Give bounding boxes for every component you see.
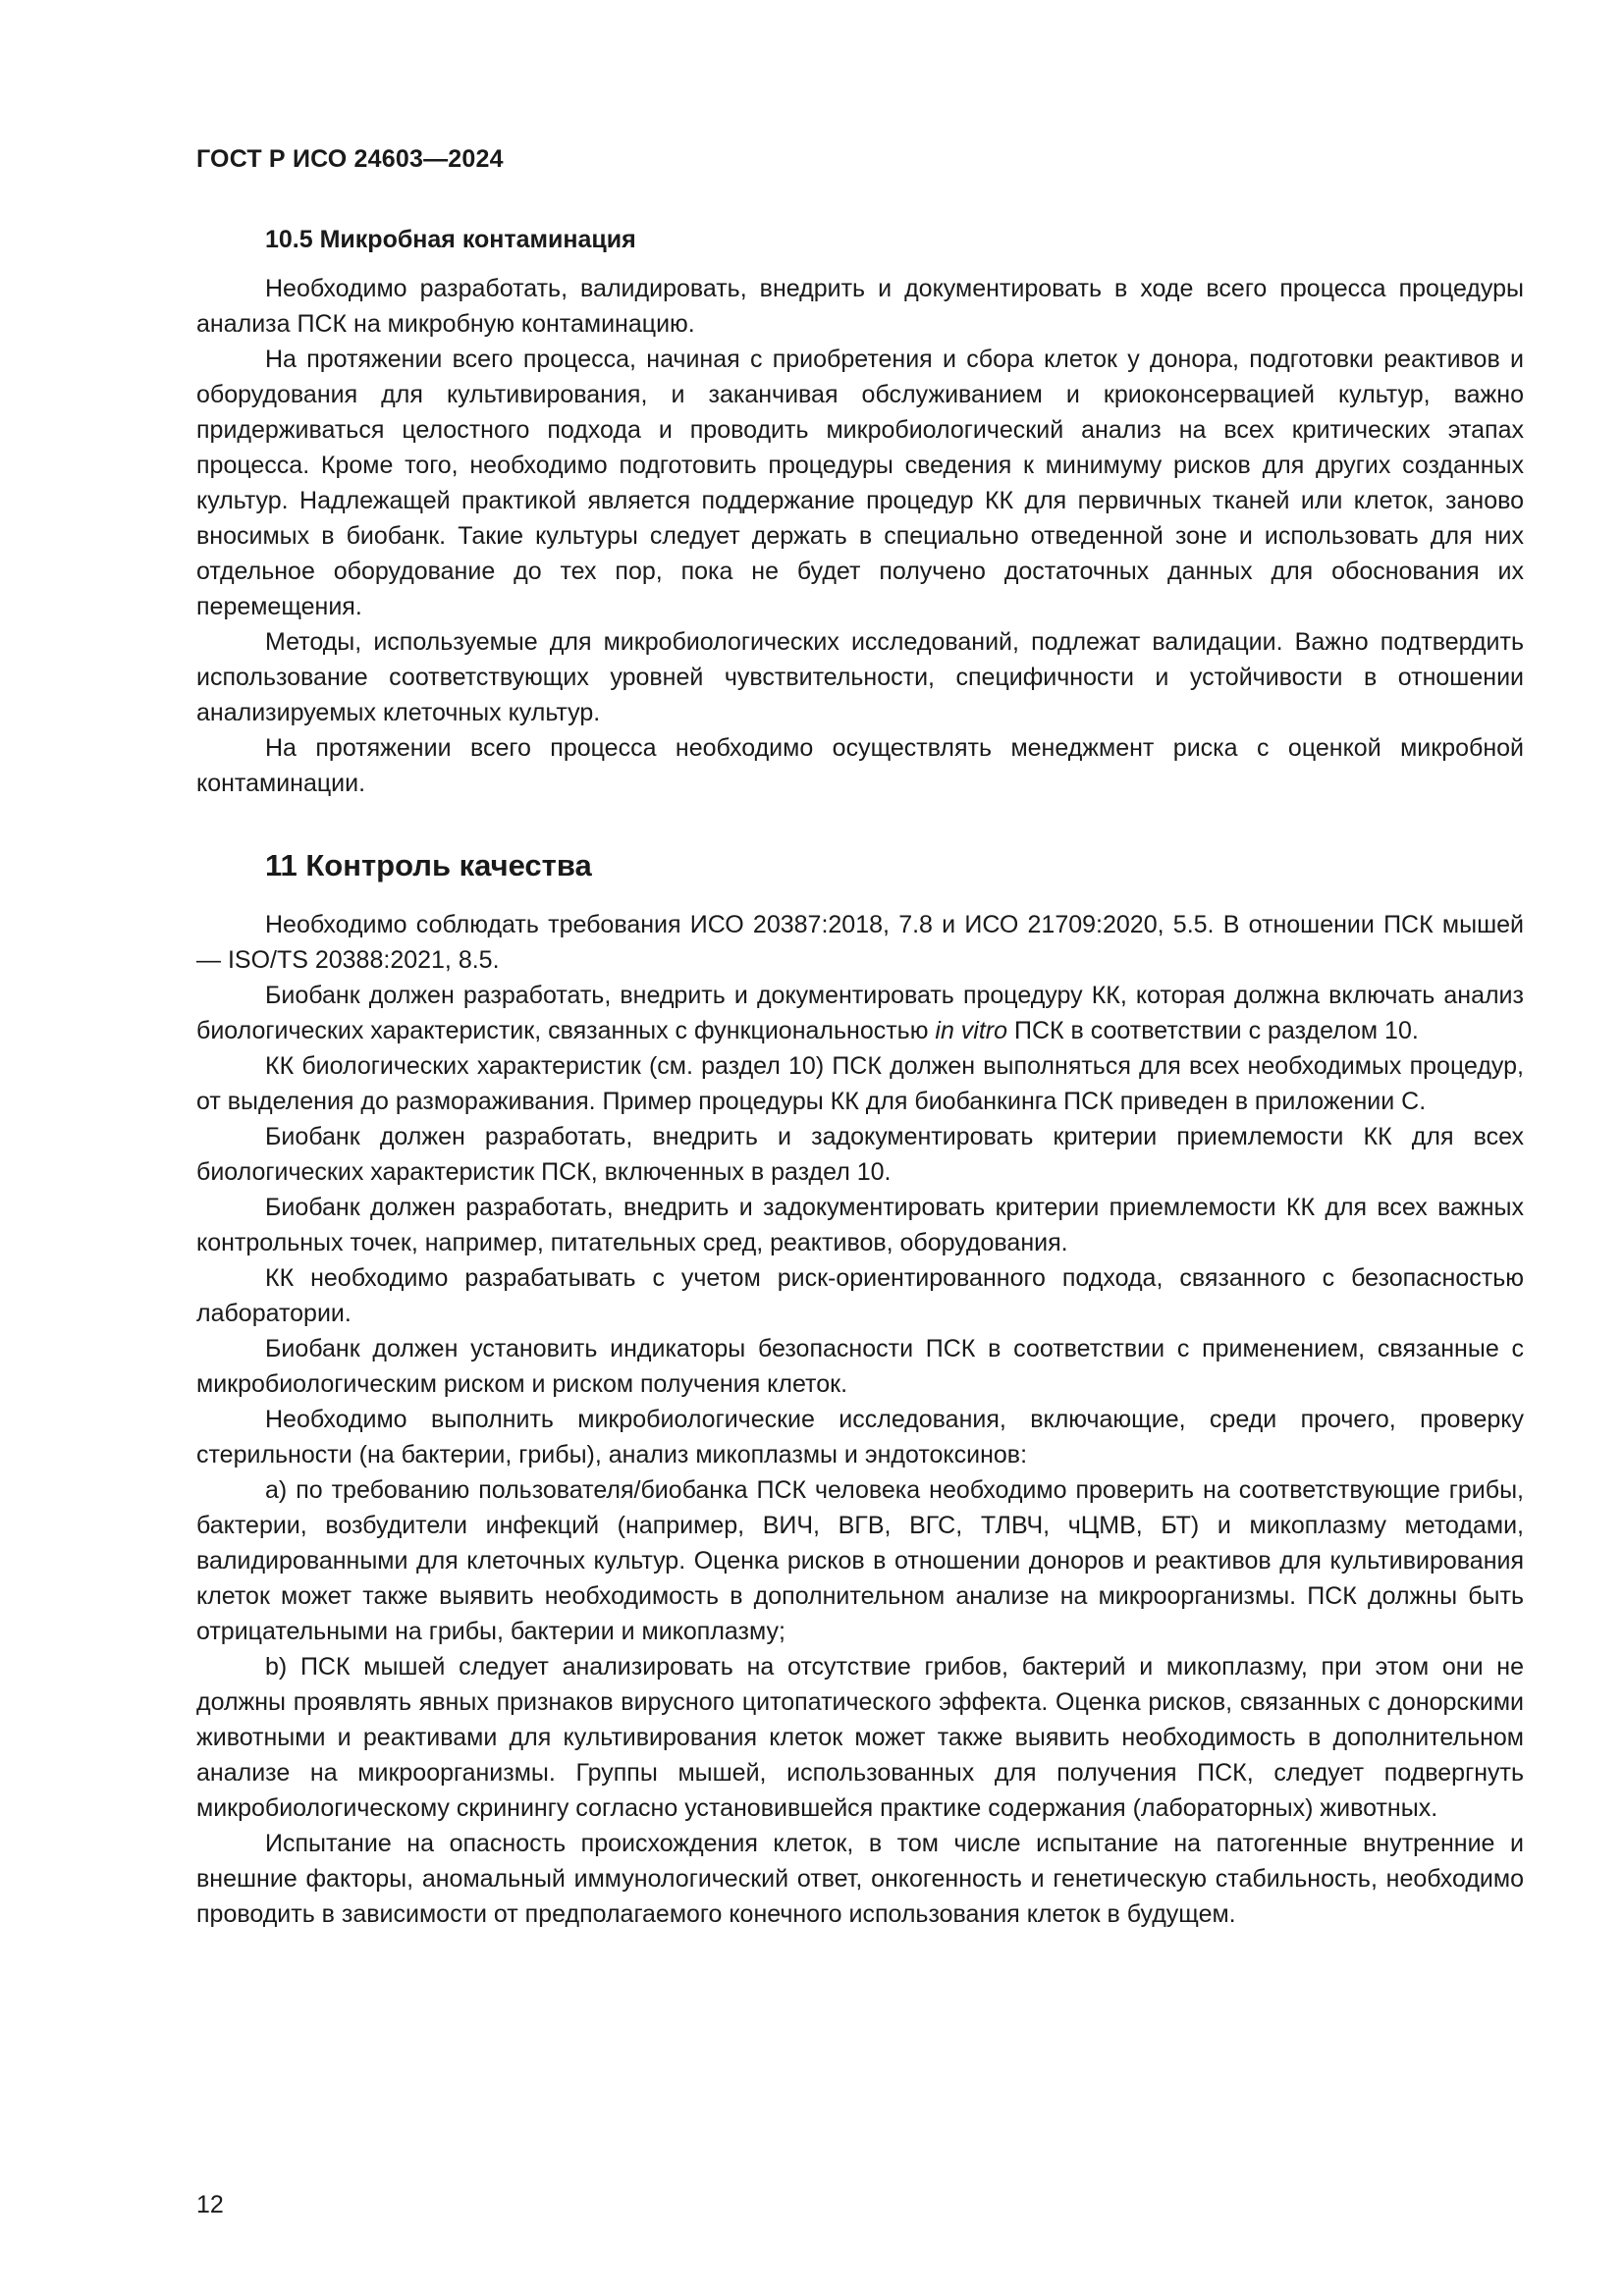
paragraph: Необходимо выполнить микробиологические исследования, включающие, среди прочего, проверку стерильности (на бактерии, грибы), анализ микоплазмы и эндотоксинов: (196, 1406, 1524, 1468)
paragraph: КК биологических характеристик (см. раздел 10) ПСК должен выполняться для всех необходимых процедур, от выделения до размораживания. Пример процедуры КК для биобанкинга ПСК приведен в приложении С. (196, 1052, 1524, 1115)
paragraph: Методы, используемые для микробиологических исследований, подлежат валидации. Важно подтвердить использование соответствующих уровней чувствительности, специфичности и устойчивости в отношении анализируемых клеточных культур. (196, 628, 1524, 726)
page-number: 12 (196, 2191, 224, 2218)
paragraph: Необходимо разработать, валидировать, внедрить и документировать в ходе всего процесса процедуры анализа ПСК на микробную контаминацию. (196, 275, 1524, 338)
paragraph: Необходимо соблюдать требования ИСО 20387:2018, 7.8 и ИСО 21709:2020, 5.5. В отношении ПСК мышей — ISO/TS 20388:2021, 8.5. (196, 911, 1524, 974)
paragraph: Биобанк должен разработать, внедрить и задокументировать критерии приемлемости КК для всех биологических характеристик ПСК, включенных в раздел 10. (196, 1123, 1524, 1186)
subsection-title-10-5: 10.5 Микробная контаминация (265, 226, 636, 253)
document-body (196, 222, 1524, 1932)
paragraph: На протяжении всего процесса, начиная с приобретения и сбора клеток у донора, подготовки реактивов и оборудования для культивирования, и заканчивая обслуживанием и криоконсервацией культур, важно придерживаться целостного подхода и проводить микробиологический анализ на всех критических этапах процесса. Кроме того, необходимо подготовить процедуры сведения к минимуму рисков для других созданных культур. Надлежащей практикой является поддержание процедур КК для первичных тканей или клеток, заново вносимых в биобанк. Такие культуры следует держать в специально отведенной зоне и использовать для них отдельное оборудование до тех пор, пока не будет получено достаточных данных для обоснования их перемещения. (196, 346, 1524, 620)
paragraph: Биобанк должен установить индикаторы безопасности ПСК в соответствии с применением, связанные с микробиологическим риском и риском получения клеток. (196, 1335, 1524, 1398)
list-item-a: а) по требованию пользователя/биобанка ПСК человека необходимо проверить на соответствующие грибы, бактерии, возбудители инфекций (например, ВИЧ, ВГВ, ВГС, ТЛВЧ, чЦМВ, БТ) и микоплазму методами, валидированными для клеточных культур. Оценка рисков в отношении доноров и реактивов для культивирования клеток может также выявить необходимость в дополнительном анализе на микроорганизмы. ПСК должны быть отрицательными на грибы, бактерии и микоплазму; (196, 1476, 1524, 1645)
text-run: ПСК в соответствии с разделом 10. (1007, 1017, 1419, 1044)
paragraph: КК необходимо разрабатывать с учетом риск-ориентированного подхода, связанного с безопасностью лаборатории. (196, 1264, 1524, 1327)
paragraph: Испытание на опасность происхождения клеток, в том числе испытание на патогенные внутренние и внешние факторы, аномальный иммунологический ответ, онкогенность и генетическую стабильность, необходимо проводить в зависимости от предполагаемого конечного использования клеток в будущем. (196, 1830, 1524, 1928)
document-page (196, 0, 1524, 2296)
list-item-b: b) ПСК мышей следует анализировать на отсутствие грибов, бактерий и микоплазму, при этом они не должны проявлять явных признаков вирусного цитопатического эффекта. Оценка рисков, связанных с донорскими животными и реактивами для культивирования клеток может также выявить необходимость в дополнительном анализе на микроорганизмы. Группы мышей, использованных для получения ПСК, следует подвергнуть микробиологическому скринингу согласно установившейся практике содержания (лабораторных) животных. (196, 1653, 1524, 1822)
document-header: ГОСТ Р ИСО 24603—2024 (196, 145, 504, 173)
paragraph: Биобанк должен разработать, внедрить и задокументировать критерии приемлемости КК для всех важных контрольных точек, например, питательных сред, реактивов, оборудования. (196, 1194, 1524, 1256)
paragraph: На протяжении всего процесса необходимо осуществлять менеджмент риска с оценкой микробной контаминации. (196, 734, 1524, 797)
section-title-11: 11 Контроль качества (265, 848, 592, 882)
text-run: Биобанк должен разработать, внедрить и документировать процедуру КК, которая должна включать анализ биологических характеристик, связанных с функциональностью (196, 982, 1524, 1044)
paragraph-with-italic (196, 978, 1524, 1048)
italic-term: in vitro (935, 1017, 1008, 1044)
